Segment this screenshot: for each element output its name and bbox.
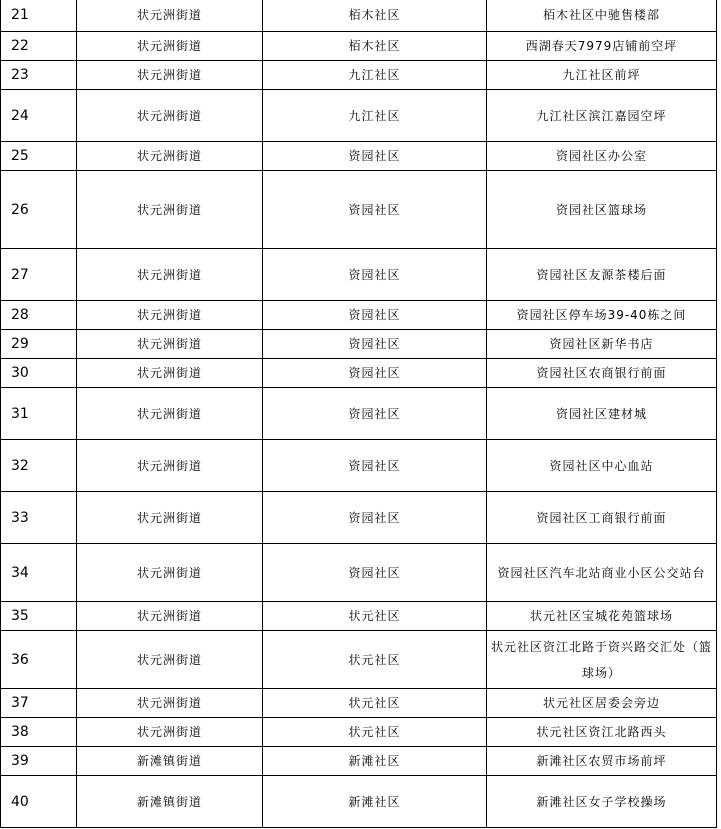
street-cell: 状元洲街道	[77, 544, 263, 602]
community-cell: 资园社区	[263, 301, 487, 330]
location-cell: 新滩社区农贸市场前坪	[487, 747, 717, 776]
street-cell: 状元洲街道	[77, 0, 263, 32]
community-cell: 资园社区	[263, 142, 487, 171]
location-cell: 资园社区友源茶楼后面	[487, 249, 717, 301]
location-cell: 栢木社区中驰售楼部	[487, 0, 717, 32]
street-cell: 状元洲街道	[77, 301, 263, 330]
table-row	[1, 718, 717, 747]
location-cell: 资园社区中心血站	[487, 440, 717, 492]
community-cell: 状元社区	[263, 689, 487, 718]
location-cell: 新滩社区女子学校操场	[487, 776, 717, 828]
row-number: 23	[1, 61, 77, 90]
table-row	[1, 61, 717, 90]
table-row	[1, 631, 717, 689]
street-cell: 状元洲街道	[77, 602, 263, 631]
community-cell: 资园社区	[263, 388, 487, 440]
community-cell: 新滩社区	[263, 747, 487, 776]
table-row	[1, 544, 717, 602]
community-cell: 新滩社区	[263, 776, 487, 828]
street-cell: 新滩镇街道	[77, 747, 263, 776]
location-cell: 资园社区农商银行前面	[487, 359, 717, 388]
row-number: 32	[1, 440, 77, 492]
location-cell: 状元社区宝城花苑篮球场	[487, 602, 717, 631]
community-cell: 资园社区	[263, 330, 487, 359]
community-cell: 九江社区	[263, 61, 487, 90]
street-cell: 状元洲街道	[77, 388, 263, 440]
row-number: 25	[1, 142, 77, 171]
street-cell: 状元洲街道	[77, 718, 263, 747]
row-number: 26	[1, 171, 77, 249]
table-row	[1, 388, 717, 440]
location-cell: 资园社区建材城	[487, 388, 717, 440]
row-number: 37	[1, 689, 77, 718]
table-row	[1, 0, 717, 32]
street-cell: 状元洲街道	[77, 249, 263, 301]
table-row	[1, 90, 717, 142]
location-cell: 状元社区资江北路于资兴路交汇处（篮球场）	[487, 631, 717, 689]
table-row	[1, 440, 717, 492]
row-number: 36	[1, 631, 77, 689]
row-number: 39	[1, 747, 77, 776]
street-cell: 状元洲街道	[77, 32, 263, 61]
row-number: 28	[1, 301, 77, 330]
location-cell: 资园社区篮球场	[487, 171, 717, 249]
row-number: 30	[1, 359, 77, 388]
location-cell: 九江社区前坪	[487, 61, 717, 90]
location-cell: 九江社区滨江嘉园空坪	[487, 90, 717, 142]
street-cell: 状元洲街道	[77, 171, 263, 249]
location-cell: 资园社区汽车北站商业小区公交站台	[487, 544, 717, 602]
community-cell: 栢木社区	[263, 32, 487, 61]
community-cell: 栢木社区	[263, 0, 487, 32]
community-cell: 状元社区	[263, 718, 487, 747]
table-row	[1, 330, 717, 359]
table-row	[1, 602, 717, 631]
community-cell: 资园社区	[263, 359, 487, 388]
table-row	[1, 492, 717, 544]
street-cell: 状元洲街道	[77, 61, 263, 90]
street-cell: 状元洲街道	[77, 492, 263, 544]
community-cell: 资园社区	[263, 249, 487, 301]
row-number: 40	[1, 776, 77, 828]
row-number: 29	[1, 330, 77, 359]
table-row	[1, 32, 717, 61]
community-cell: 状元社区	[263, 631, 487, 689]
street-cell: 状元洲街道	[77, 359, 263, 388]
community-cell: 资园社区	[263, 171, 487, 249]
location-cell: 状元社区资江北路西头	[487, 718, 717, 747]
street-cell: 状元洲街道	[77, 330, 263, 359]
row-number: 21	[1, 0, 77, 32]
street-cell: 状元洲街道	[77, 142, 263, 171]
row-number: 27	[1, 249, 77, 301]
community-cell: 资园社区	[263, 544, 487, 602]
community-cell: 九江社区	[263, 90, 487, 142]
location-cell: 西湖春天7979店铺前空坪	[487, 32, 717, 61]
location-cell: 资园社区新华书店	[487, 330, 717, 359]
table-row	[1, 747, 717, 776]
location-cell: 资园社区停车场39-40栋之间	[487, 301, 717, 330]
table-row	[1, 776, 717, 828]
location-cell: 资园社区办公室	[487, 142, 717, 171]
community-cell: 状元社区	[263, 602, 487, 631]
community-cell: 资园社区	[263, 440, 487, 492]
street-cell: 状元洲街道	[77, 440, 263, 492]
row-number: 35	[1, 602, 77, 631]
community-cell: 资园社区	[263, 492, 487, 544]
table-row	[1, 142, 717, 171]
street-cell: 状元洲街道	[77, 689, 263, 718]
table-row	[1, 301, 717, 330]
location-cell: 状元社区居委会旁边	[487, 689, 717, 718]
table-row	[1, 171, 717, 249]
location-cell: 资园社区工商银行前面	[487, 492, 717, 544]
table-row	[1, 359, 717, 388]
table-row	[1, 249, 717, 301]
row-number: 31	[1, 388, 77, 440]
street-cell: 状元洲街道	[77, 631, 263, 689]
table-row	[1, 689, 717, 718]
row-number: 34	[1, 544, 77, 602]
row-number: 38	[1, 718, 77, 747]
street-cell: 状元洲街道	[77, 90, 263, 142]
row-number: 33	[1, 492, 77, 544]
row-number: 24	[1, 90, 77, 142]
row-number: 22	[1, 32, 77, 61]
street-cell: 新滩镇街道	[77, 776, 263, 828]
